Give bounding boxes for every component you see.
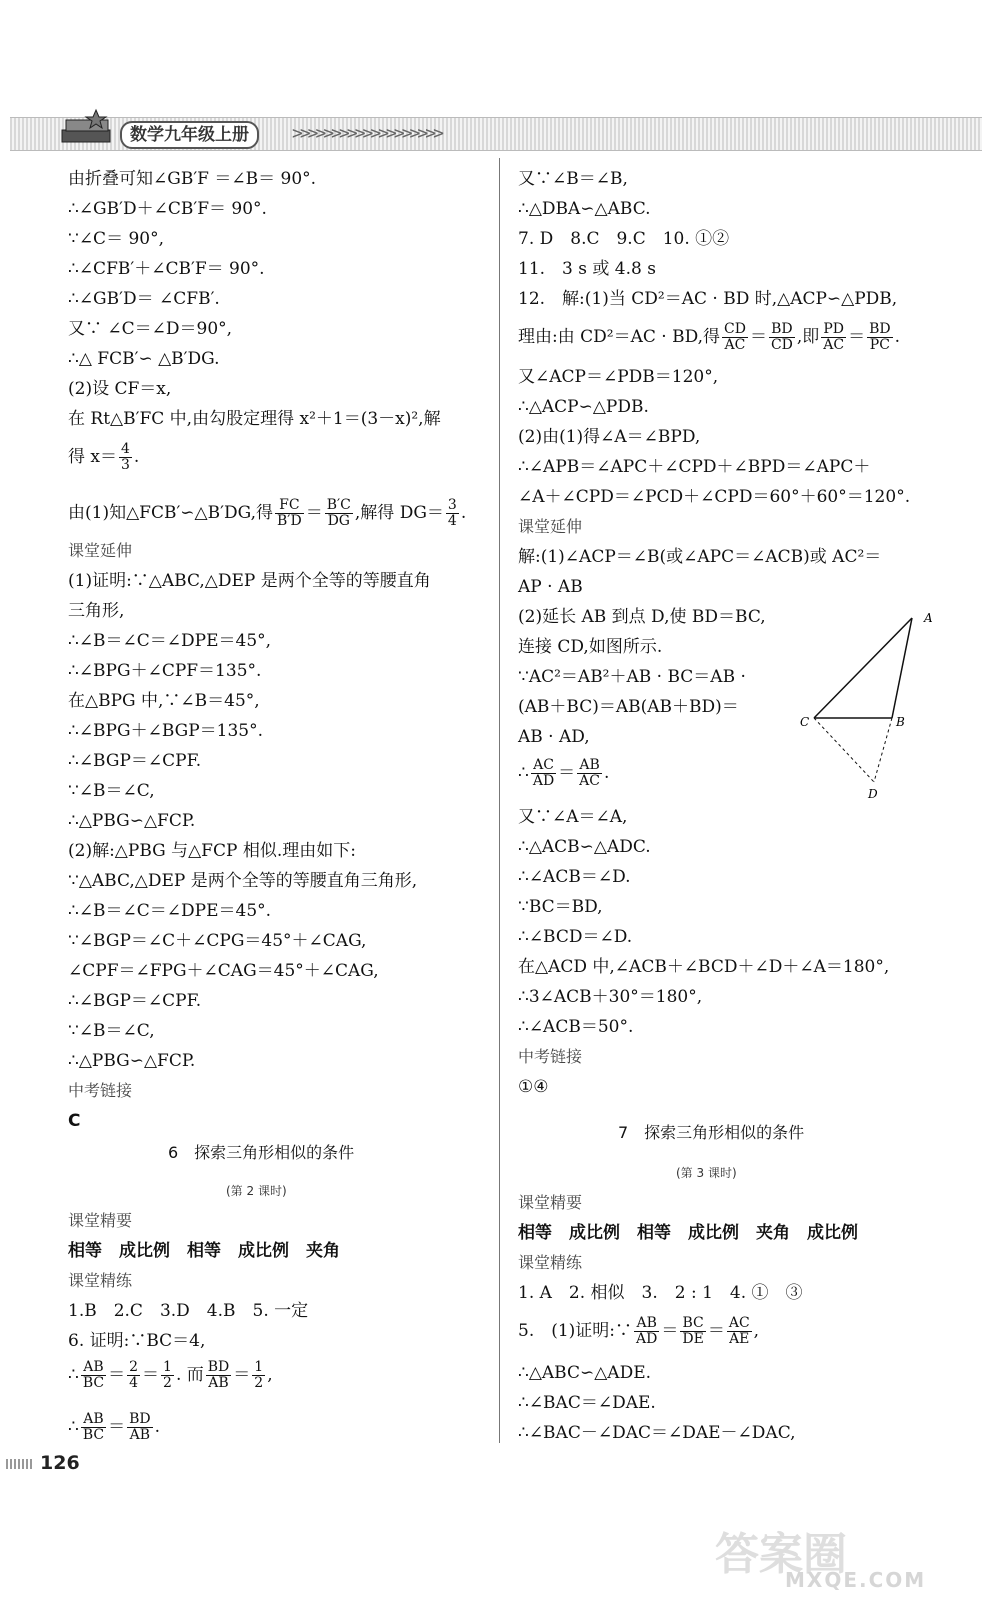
text-line: 7. D 8.C 9.C 10. ①② [518, 229, 730, 249]
text-line: 又∵∠B＝∠B, [518, 169, 628, 189]
section-subtitle: (第 3 课时) [676, 1166, 737, 1180]
text-line: ∴△ FCB′∽ △B′DG. [68, 349, 220, 369]
key-words: 相等 成比例 相等 成比例 夹角 成比例 [518, 1223, 858, 1243]
text-line: ∴∠B＝∠C＝∠DPE＝45°. [68, 901, 272, 921]
text-line: ∴∠ACB＝∠D. [518, 867, 631, 887]
text-line: ∴ $\frac{AB}{BC}$ ＝ $\frac{2}{4}$ ＝ $\frac{1}{2}$ . 而 $\frac{BD}{AB}$ ＝ $\frac{1}{2}$ , [68, 1359, 273, 1391]
text-line: 又∵ ∠C＝∠D＝90°, [68, 319, 233, 339]
text-seg: 理由:由 CD²＝AC · BD,得 [518, 327, 720, 347]
fraction: $\frac{AB}{BC}$ [82, 1411, 105, 1443]
segment-cd [814, 718, 874, 782]
fraction: $\frac{BD}{AB}$ [129, 1411, 151, 1443]
text-line: ∵∠B＝∠C, [68, 1021, 155, 1041]
header-arrows: >>>>>>>>>>>>>>>>>>> [292, 123, 441, 144]
text-seg: ,解得 DG＝ [354, 503, 444, 523]
text-line: 在 Rt△B′FC 中,由勾股定理得 x²＋1＝(3－x)²,解 [68, 409, 441, 429]
text-line: ∵△ABC,△DEP 是两个全等的等腰直角三角形, [68, 871, 418, 891]
fraction: $\frac{2}{4}$ [129, 1359, 139, 1391]
segment-ab [892, 618, 912, 718]
fraction: $\frac{AC}{AD}$ [532, 757, 555, 789]
text-line: ∴∠ACB＝50°. [518, 1017, 634, 1037]
text-line: 5. (1)证明:∵ $\frac{AB}{AD}$ ＝ $\frac{BC}{DE}$ ＝ $\frac{AC}{AE}$ , [518, 1315, 760, 1347]
text-seg: ,即 [796, 327, 820, 347]
text-line: ∵BC＝BD, [518, 897, 603, 917]
text-line: ∵∠BGP＝∠C＋∠CPG＝45°＋∠CAG, [68, 931, 367, 951]
point-label-b: B [896, 715, 905, 729]
text-line: ∴∠CFB′＋∠CB′F＝ 90°. [68, 259, 265, 279]
fraction: $\frac{BC}{DE}$ [682, 1315, 704, 1347]
page-number: 126 [40, 1452, 80, 1474]
text-seg: . 而 [175, 1365, 204, 1385]
text-line: ∵∠B＝∠C, [68, 781, 155, 801]
text-line: 6. 证明:∵BC＝4, [68, 1331, 206, 1351]
fraction: $\frac{AB}{BC}$ [82, 1359, 105, 1391]
section-label: 课堂精练 [518, 1253, 583, 1272]
fraction: $\frac{1}{2}$ [254, 1359, 264, 1391]
answers: 1.B 2.C 3.D 4.B 5. 一定 [68, 1301, 309, 1321]
text-line: ∴∠B＝∠C＝∠DPE＝45°, [68, 631, 272, 651]
fraction: $\frac{AC}{AE}$ [728, 1315, 750, 1347]
fraction: $\frac{CD}{AC}$ [724, 321, 746, 353]
fraction: $\frac{PD}{AC}$ [823, 321, 845, 353]
text-line: ∴∠APB＝∠APC＋∠CPD＋∠BPD＝∠APC＋ [518, 457, 871, 477]
section-title: 6 探索三角形相似的条件 [168, 1143, 355, 1162]
fraction: $\frac{FC}{B'D}$ [277, 497, 302, 529]
text-line: ∴∠BGP＝∠CPF. [68, 751, 202, 771]
text-line: 又∵∠A＝∠A, [518, 807, 628, 827]
text-line: ∴∠GB′D＋∠CB′F＝ 90°. [68, 199, 267, 219]
text-line: (1)证明:∵△ABC,△DEP 是两个全等的等腰直角 [68, 571, 431, 591]
text-line: ∴ $\frac{AB}{BC}$ ＝ $\frac{BD}{AB}$ . [68, 1411, 161, 1443]
text-line: (2)解:△PBG 与△FCP 相似.理由如下: [68, 841, 356, 861]
fraction: $\frac{BD}{PC}$ [869, 321, 891, 353]
fraction: $\frac{3}{4}$ [447, 497, 457, 529]
watermark-logo: 答案圈 [715, 1529, 847, 1580]
text-line: 连接 CD,如图所示. [518, 637, 663, 657]
text-line: ∴∠BGP＝∠CPF. [68, 991, 202, 1011]
section-title: 7 探索三角形相似的条件 [618, 1123, 805, 1142]
text-seg: 由(1)知△FCB′∽△B′DG,得 [68, 503, 273, 523]
text-line: ∴∠BCD＝∠D. [518, 927, 633, 947]
section-label: 课堂延伸 [68, 541, 133, 560]
segment-bd [874, 718, 892, 782]
text-line: ∴△ABC∽△ADE. [518, 1363, 652, 1383]
text-line: 在△ACD 中,∠ACB＋∠BCD＋∠D＋∠A＝180°, [518, 957, 890, 977]
text-line: (2)设 CF＝x, [68, 379, 172, 399]
text-line: ∵∠C＝ 90°, [68, 229, 165, 249]
fraction: $\frac{BD}{AB}$ [207, 1359, 230, 1391]
answers: 1. A 2. 相似 3. 2 : 1 4. ① ③ [518, 1283, 803, 1303]
text-line: ∴△DBA∽△ABC. [518, 199, 651, 219]
text-line: ∵AC²＝AB²＋AB · BC＝AB · [518, 667, 746, 687]
text-line: ∴△PBG∽△FCP. [68, 811, 196, 831]
text-line: ∴∠GB′D＝ ∠CFB′. [68, 289, 220, 309]
watermark-url: MXQE.COM [785, 1568, 927, 1592]
section-label: 课堂精练 [68, 1271, 133, 1290]
text-line: 由(1)知△FCB′∽△B′DG,得 $\frac{FC}{B'D}$ ＝ $\frac{B'C}{DG}$ ,解得 DG＝ $\frac{3}{4}$ . [68, 497, 467, 529]
text-line: ∴∠BAC＝∠DAE. [518, 1393, 656, 1413]
fraction: $\frac{4}{3}$ [121, 441, 130, 473]
text-seg: 5. (1)证明:∵ [518, 1321, 633, 1341]
section-label: 课堂精要 [518, 1193, 583, 1212]
text-line: 理由:由 CD²＝AC · BD,得 $\frac{CD}{AC}$ ＝ $\frac{BD}{CD}$ ,即 $\frac{PD}{AC}$ ＝ $\frac{BD}{PC}$ . [518, 321, 901, 353]
fraction: $\frac{B'C}{DG}$ [326, 497, 351, 529]
text-line: 三角形, [68, 601, 125, 621]
text-line: 得 x＝ $\frac{4}{3}$ . [68, 441, 140, 473]
text-line: AP · AB [518, 577, 583, 597]
answer: C [68, 1111, 81, 1131]
fraction: $\frac{BD}{CD}$ [770, 321, 793, 353]
text-line: ∴△ACP∽△PDB. [518, 397, 649, 417]
text-line: 11. 3 s 或 4.8 s [518, 259, 656, 279]
book-stack-icon [58, 108, 116, 146]
text-line: ∴3∠ACB＋30°＝180°, [518, 987, 703, 1007]
fraction: $\frac{AB}{AC}$ [579, 757, 600, 789]
text-line: 由折叠可知∠GB′F ＝∠B＝ 90°. [68, 169, 317, 189]
text-line: (2)由(1)得∠A＝∠BPD, [518, 427, 701, 447]
text-line: ∴△ACB∽△ADC. [518, 837, 651, 857]
text-line: 12. 解:(1)当 CD²＝AC · BD 时,△ACP∽△PDB, [518, 289, 898, 309]
text-seg: 得 x＝ [68, 447, 117, 467]
text-line: AB · AD, [518, 727, 590, 747]
text-line: 又∠ACP＝∠PDB＝120°, [518, 367, 719, 387]
section-label: 课堂精要 [68, 1211, 133, 1230]
column-divider [499, 158, 500, 1443]
point-label-a: A [924, 611, 933, 625]
text-line: 解:(1)∠ACP＝∠B(或∠APC＝∠ACB)或 AC²＝ [518, 547, 882, 567]
text-line: 在△BPG 中,∵∠B＝45°, [68, 691, 260, 711]
text-line: (2)延长 AB 到点 D,使 BD＝BC, [518, 607, 766, 627]
triangle-diagram [798, 608, 948, 806]
point-label-c: C [800, 715, 810, 729]
point-label-d: D [868, 787, 878, 801]
text-line: ∠A＋∠CPD＝∠PCD＋∠CPD＝60°＋60°＝120°. [518, 487, 911, 507]
key-words: 相等 成比例 相等 成比例 夹角 [68, 1241, 340, 1261]
section-label: 中考链接 [518, 1047, 583, 1066]
section-subtitle: (第 2 课时) [226, 1184, 287, 1198]
text-line: ∴∠BAC－∠DAC＝∠DAE－∠DAC, [518, 1423, 796, 1443]
text-line: ∴∠BPG＋∠BGP＝135°. [68, 721, 263, 741]
page-marker [6, 1459, 34, 1469]
text-line: ∴△PBG∽△FCP. [68, 1051, 196, 1071]
segment-ca [814, 618, 912, 718]
book-title: 数学九年级上册 [120, 121, 259, 149]
fraction: $\frac{AB}{AD}$ [636, 1315, 658, 1347]
text-line: ∴ $\frac{AC}{AD}$ ＝ $\frac{AB}{AC}$ . [518, 757, 610, 789]
answer: ①④ [518, 1077, 549, 1097]
text-line: (AB＋BC)＝AB(AB＋BD)＝ [518, 697, 739, 717]
section-label: 中考链接 [68, 1081, 133, 1100]
text-line: ∴∠BPG＋∠CPF＝135°. [68, 661, 262, 681]
text-line: ∠CPF＝∠FPG＋∠CAG＝45°＋∠CAG, [68, 961, 379, 981]
section-label: 课堂延伸 [518, 517, 583, 536]
fraction: $\frac{1}{2}$ [163, 1359, 172, 1391]
